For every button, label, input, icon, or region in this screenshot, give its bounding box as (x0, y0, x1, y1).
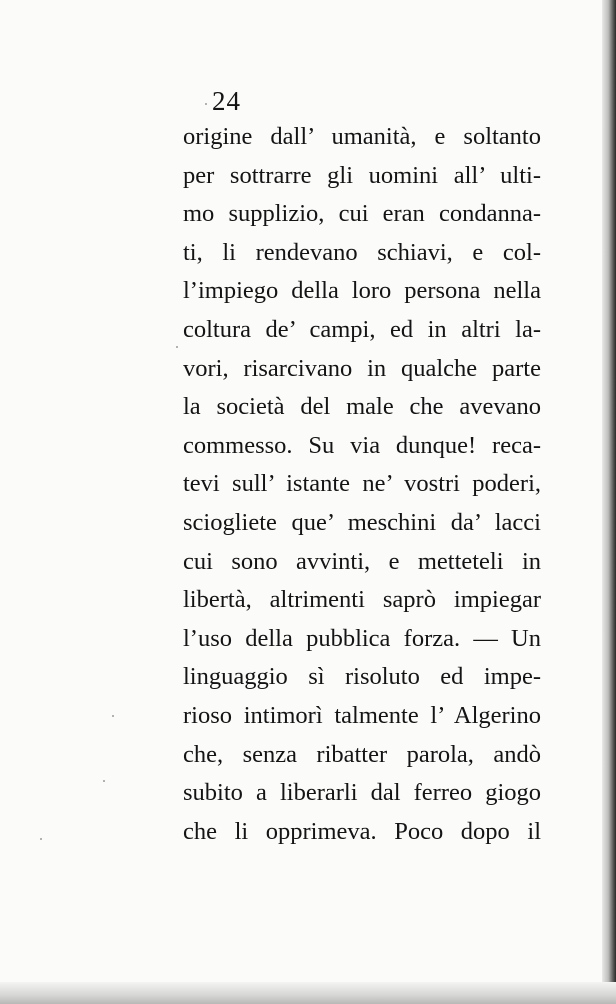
paper-speck (112, 715, 114, 717)
text-line: la società del male che avevano (183, 393, 541, 421)
paper-speck (205, 103, 207, 105)
text-line: origine dall’ umanità, e soltanto (183, 123, 541, 150)
text-line: rioso intimorì talmente l’ Algerino (183, 701, 541, 729)
paper-speck (40, 838, 42, 840)
text-line: che li opprimeva. Poco dopo il (183, 817, 541, 845)
page-bottom-edge (0, 982, 616, 1004)
text-line: coltura de’ campi, ed in altri la- (183, 315, 541, 343)
text-line: vori, risarcivano in qualche parte (183, 354, 541, 382)
body-text (183, 118, 541, 851)
text-line: l’impiego della loro persona nella (183, 277, 541, 305)
text-line: per sottrarre gli uomini all’ ulti- (183, 161, 541, 189)
paper-speck (176, 346, 178, 348)
text-line: mo supplizio, cui eran condanna- (183, 200, 541, 228)
page-number: 24 (212, 86, 241, 116)
text-line: ti, li rendevano schiavi, e col- (183, 238, 541, 266)
text-line: che, senza ribatter parola, andò (183, 740, 541, 768)
text-line: tevi sull’ istante ne’ vostri poderi, (183, 470, 541, 498)
text-line: l’uso della pubblica forza. — Un (183, 624, 541, 652)
text-line: cui sono avvinti, e metteteli in (183, 547, 541, 575)
paper-speck (103, 780, 105, 782)
text-line: sciogliete que’ meschini da’ lacci (183, 508, 541, 536)
text-line: linguaggio sì risoluto ed impe- (183, 663, 541, 691)
text-line: libertà, altrimenti saprò impiegar (183, 586, 541, 614)
page-binding-shadow (602, 0, 616, 1004)
text-line: commesso. Su via dunque! reca- (183, 431, 541, 459)
text-line: subito a liberarli dal ferreo giogo (183, 779, 541, 807)
